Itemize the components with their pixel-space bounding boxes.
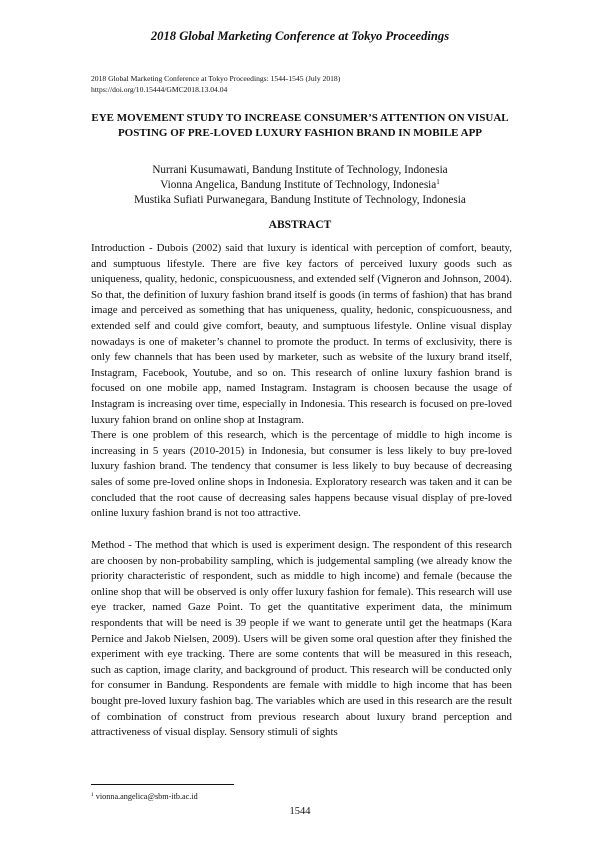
footnote-divider bbox=[91, 784, 234, 785]
page-number: 1544 bbox=[289, 806, 311, 817]
paragraph-introduction: Introduction - Dubois (2002) said that luxury is identical with perception of comfort, beauty, and sumptuous lifestyle. There are five key factors of perceived luxury goods such as uniqueness, quality, hedonic, conspicuousness, and extended self (Vigneron and Johnson, 2004). So that, the definition of luxury fashion brand itself is goods (in terms of fashion) that has brand image and perceived as something that has uniqueness, quality, hedonic, conspicuousness, and extended self and could give comfort, beauty, and sumptuous lifestyle. Online visual display nowadays is one of maketer’s channel to promote the product. In terms of exclusivity, there is only few channels that has been used by marketer, such as website of the luxury brand itself, Instagram, Facebook, Youtube, and so on. This research of online luxury fashion brand is focused on one mobile app, named Instagram. Instagram is choosen because the usage of Instagram is increasing over time, especially in Indonesia. This research is focused on pre-loved luxury fahion brand on online shop at Instagram. bbox=[91, 242, 512, 426]
footnote-email: vionna.angelica@sbm-itb.ac.id bbox=[95, 792, 198, 801]
paragraph-problem: There is one problem of this research, which is the percentage of middle to high income is increasing in 5 years (2010-2015) in Indonesia, but consumer is less likely to buy pre-loved luxury fashion brand. The tendency that consumer is less likely to buy because of decreasing sales of some pre-loved online shops in Indonesia. Exploratory research was taken and it can be concluded that the root cause of decreasing sales happens because visual display of pre-loved online luxury fashion brand is not too attractive. bbox=[91, 429, 512, 520]
author-3: Mustika Sufiati Purwanegara, Bandung Institute of Technology, Indonesia bbox=[134, 194, 466, 206]
author-2 bbox=[80, 178, 520, 193]
footnote-marker: 1 bbox=[436, 178, 440, 186]
abstract-heading: ABSTRACT bbox=[268, 219, 332, 231]
footnote-mark: 1 bbox=[91, 792, 94, 798]
citation-line: 2018 Global Marketing Conference at Tokyo Proceedings: 1544-1545 (July 2018) bbox=[91, 74, 341, 83]
author-2-name: Vionna Angelica, Bandung Institute of Technology, Indonesia bbox=[160, 179, 437, 191]
doi-line: https://doi.org/10.15444/GMC2018.13.04.04 bbox=[91, 85, 228, 94]
footnote bbox=[91, 792, 198, 801]
author-1: Nurrani Kusumawati, Bandung Institute of Technology, Indonesia bbox=[152, 164, 448, 176]
paragraph-method: Method - The method that which is used is experiment design. The respondent of this research are choosen by non-probability sampling, which is judgemental sampling (we already know the priority characteristic of respondent, such as middle to high income) and female (because the online shop that will be observed is only offer luxury fashion for female). This research will use eye tracker, named Gaze Point. To get the quantitative experiment data, the minimum respondents that will be need is 39 people if we want to generate until get the heatmaps (Kara Pernice and Jakob Nielsen, 2009). Users will be given some oral question after they finished the experiment with eye tracking. There are some contents that will be measured in this reseach, such as caption, image clarity, and background of product. This research will be conducted only for consumer in Bandung. Respondents are female with middle to high income that has been bought pre-loved luxury fashion bag. The variables which are used in this research are the result of combination of construct from previous research about luxury brand perception and attractiveness of visual display. Sensory stimuli of sights bbox=[91, 539, 512, 739]
citation-block bbox=[91, 73, 511, 95]
running-head: 2018 Global Marketing Conference at Tokyo Proceedings bbox=[150, 29, 450, 43]
abstract-introduction bbox=[91, 241, 512, 522]
author-list bbox=[80, 163, 520, 208]
abstract-method bbox=[91, 538, 512, 741]
paper-title: EYE MOVEMENT STUDY TO INCREASE CONSUMER’S ATTENTION ON VISUAL POSTING OF PRE-LOVED LUXURY FASHION BRAND IN MOBILE APP bbox=[91, 112, 509, 139]
